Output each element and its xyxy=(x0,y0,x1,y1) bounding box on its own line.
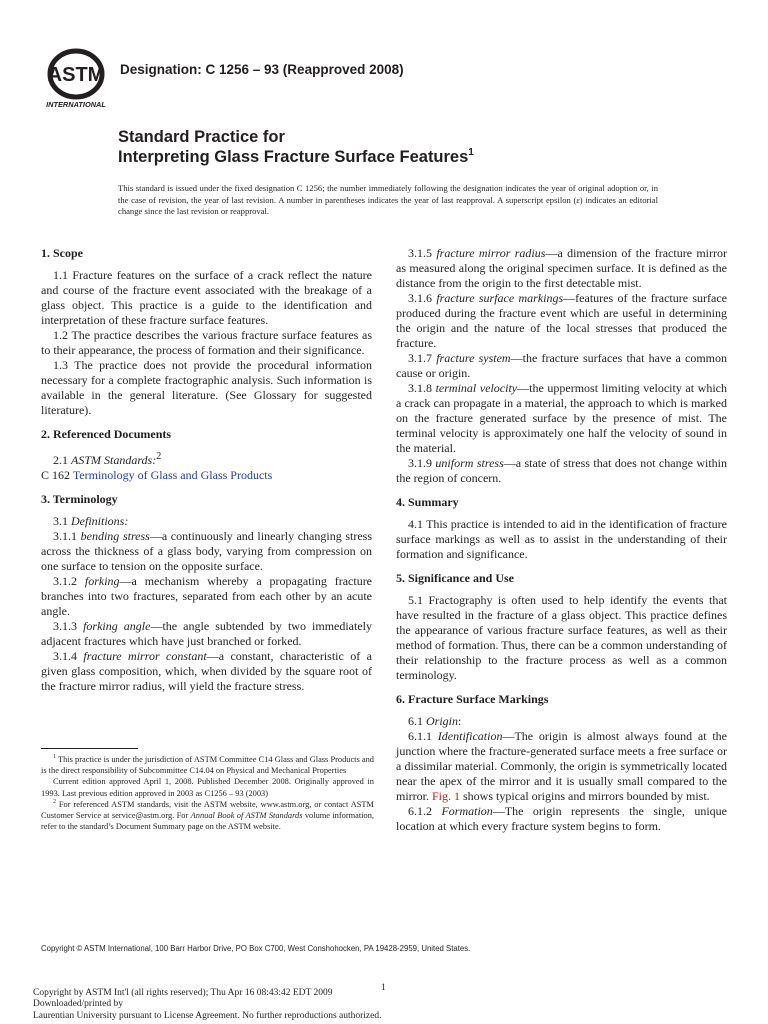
para-6-1-colon: : xyxy=(458,714,462,728)
para-3-1-7-text: —the fracture surfaces that have a common cause or origin. xyxy=(396,351,727,380)
para-3-1-9 xyxy=(396,456,727,486)
para-3-1-5-text: —a dimension of the fracture mirror as measured along the original specimen surface. It is defined as the distance from the origin to the first detectable mist. xyxy=(396,246,728,290)
para-3-1-6-term: fracture surface markings xyxy=(436,291,564,305)
para-3-1-4-term: fracture mirror constant xyxy=(83,649,207,663)
para-6-1-1 xyxy=(396,729,727,804)
para-3-1-2 xyxy=(41,574,372,619)
para-1-1: 1.1 Fracture features on the surface of a crack reflect the nature and course of the fracture event associated with the breakage of a glass object. This practice is a guide to the identification and interpretation of these fracture surface features. xyxy=(41,268,372,327)
intro-epsilon: ε xyxy=(576,194,580,205)
reference-c162 xyxy=(41,468,372,483)
intro-part-1: This standard is issued under the fixed designation C 1256; the number immediately following the designation indicates the year of original adoption or, in the case of revision, the year of last revision. A number in parentheses indicates the year of last reapproval. A superscript epsilon ( xyxy=(118,183,658,205)
copyright-notice: Copyright © ASTM International, 100 Barr Harbor Drive, PO Box C700, West Conshohocken, PA 19428-2959, United States. xyxy=(41,944,471,953)
footnote-1-text: This practice is under the jurisdiction of ASTM Committee C14 Glass and Glass Products and is the direct responsibility of Subcommittee C14.04 on Physical and Mechanical Properties xyxy=(41,755,374,776)
para-3-1-8-term: terminal velocity xyxy=(435,381,518,395)
para-3-1-text: Definitions: xyxy=(71,514,129,528)
para-3-1-9-num: 3.1.9 xyxy=(408,456,432,470)
document-title xyxy=(118,127,474,167)
para-3-1-5-num: 3.1.5 xyxy=(408,246,432,260)
astm-logo-icon xyxy=(40,48,112,112)
footnote-2-text-a: For referenced ASTM standards, visit the ASTM website, www.astm.org, or contact ASTM Customer Service at service@astm.org. For xyxy=(41,799,374,821)
para-3-1-3-term: forking angle xyxy=(83,619,151,633)
footnote-2 xyxy=(41,799,374,833)
para-3-1-1-term: bending stress xyxy=(80,529,150,543)
section-1-heading: 1. Scope xyxy=(41,246,83,260)
footnote-1-edition: Current edition approved April 1, 2008. Published December 2008. Originally approved in 1993. Last previous edition approved in 2003 as C1256 – 93 (2003) xyxy=(41,777,374,798)
para-3-1-6 xyxy=(396,291,727,351)
para-6-1 xyxy=(396,714,727,729)
para-3-1-5-term: fracture mirror radius xyxy=(436,246,546,260)
para-3-1-1 xyxy=(41,529,372,574)
para-6-1-term: Origin xyxy=(426,714,459,728)
intro-part-2: ) indicates an editorial change since the last revision or reapproval. xyxy=(118,194,658,217)
para-3-1-1-text: —a continuously and linearly changing stress across the thickness of a glass body, varying from compression on one surface to tension on the opposite surface. xyxy=(41,529,372,573)
title-main: Interpreting Glass Fracture Surface Features xyxy=(118,148,469,166)
para-3-1-8-text: —the uppermost limiting velocity at which a crack can propagate in a material, the approach to which is marked on the fracture generated surface by the presence of mist. The terminal velocity is approximately one half the velocity of sound in the material. xyxy=(396,381,727,455)
para-3-1-6-num: 3.1.6 xyxy=(408,291,432,305)
para-1-3: 1.3 The practice does not provide the procedural information necessary for a complete fractographic analysis. Such information is available in the general literature. (See Glossary for suggested literature). xyxy=(41,358,372,417)
para-3-1 xyxy=(41,514,372,529)
para-3-1-7 xyxy=(396,351,727,381)
para-2-1-text: ASTM Standards: xyxy=(71,453,157,467)
para-3-1-7-num: 3.1.7 xyxy=(408,351,432,365)
section-5-heading: 5. Significance and Use xyxy=(396,571,515,585)
section-6-heading: 6. Fracture Surface Markings xyxy=(396,692,549,706)
para-6-1-2-term: Formation xyxy=(441,804,493,818)
para-3-1-3-num: 3.1.3 xyxy=(53,619,77,633)
para-3-1-4-num: 3.1.4 xyxy=(53,649,77,663)
para-3-1-7-term: fracture system xyxy=(436,351,511,365)
logo-text: ASTM xyxy=(47,64,105,86)
section-4-heading: 4. Summary xyxy=(396,495,459,509)
para-3-1-3 xyxy=(41,619,372,649)
title-footnote-ref: 1 xyxy=(468,147,474,158)
reference-link[interactable]: Terminology of Glass and Glass Products xyxy=(72,468,273,482)
para-2-1-sup: 2 xyxy=(156,451,162,462)
intro-paragraph xyxy=(118,183,658,218)
para-3-1-9-text: —a state of stress that does not change within the region of concern. xyxy=(396,456,727,485)
para-6-1-2 xyxy=(396,804,727,834)
astm-logo xyxy=(40,48,112,112)
para-3-1-2-num: 3.1.2 xyxy=(53,574,77,588)
footnote-2-text-b: volume information, refer to the standard’s Document Summary page on the ASTM website. xyxy=(41,811,374,832)
download-notice xyxy=(33,988,382,1022)
right-column xyxy=(396,246,727,834)
reference-code: C 162 xyxy=(41,468,71,482)
para-3-1-num: 3.1 xyxy=(53,514,68,528)
para-6-1-2-text: —The origin represents the single, unique location at which every fracture system begins to form. xyxy=(396,804,727,833)
para-3-1-2-term: forking xyxy=(84,574,120,588)
para-3-1-8-num: 3.1.8 xyxy=(408,381,432,395)
para-3-1-1-num: 3.1.1 xyxy=(53,529,77,543)
para-3-1-2-text: —a mechanism whereby a propagating fracture branches into two fractures, separated from each other by an acute angle. xyxy=(41,574,373,618)
logo-subtext: INTERNATIONAL xyxy=(46,100,106,109)
para-2-1 xyxy=(41,449,372,468)
para-6-1-1-num: 6.1.1 xyxy=(408,729,432,743)
section-2-heading: 2. Referenced Documents xyxy=(41,427,172,441)
para-3-1-5 xyxy=(396,246,727,291)
para-6-1-num: 6.1 xyxy=(408,714,423,728)
para-6-1-1-text-b: shows typical origins and mirrors bounded by mist. xyxy=(460,789,710,803)
designation: Designation: C 1256 – 93 (Reapproved 2008) xyxy=(120,62,404,77)
para-3-1-8 xyxy=(396,381,727,456)
section-3-heading: 3. Terminology xyxy=(41,492,118,506)
para-3-1-3-text: —the angle subtended by two immediately adjacent fractures which have just branched or forked. xyxy=(41,619,373,648)
para-3-1-4-text: —a constant, characteristic of a given glass composition, which, when divided by the square root of the fracture mirror radius, will yield the fracture stress. xyxy=(41,649,372,693)
para-6-1-1-text-a: —The origin is almost always found at the junction where the fracture-generated surface meets a free surface or a dissimilar material. Commonly, the origin is symmetrically located near the apex of the mirror and it is usually small compared to the mirror. xyxy=(396,729,727,803)
download-line-3: Laurentian University pursuant to License Agreement. No further reproductions authorized. xyxy=(33,1010,382,1021)
footnote-2-italic: Annual Book of ASTM Standards xyxy=(190,811,303,821)
footnote-1-mark: 1 xyxy=(53,754,56,760)
download-line-2: Downloaded/printed by xyxy=(33,999,123,1010)
footnote-divider xyxy=(41,748,138,749)
para-2-1-num: 2.1 xyxy=(53,453,68,467)
footnote-2-mark: 2 xyxy=(53,798,56,805)
para-1-2: 1.2 The practice describes the various fracture surface features as to their appearance, the process of formation and their significance. xyxy=(41,328,372,357)
footnotes xyxy=(41,754,374,832)
figure-1-link[interactable]: Fig. 1 xyxy=(432,789,461,803)
para-6-1-2-num: 6.1.2 xyxy=(408,804,432,818)
left-column xyxy=(41,246,372,694)
para-3-1-6-text: —features of the fracture surface produced during the fracture event which are useful in determining the origin and the nature of the local stresses that produced the fracture. xyxy=(396,291,728,350)
title-line-1: Standard Practice for xyxy=(118,128,285,146)
para-6-1-1-term: Identification xyxy=(437,729,503,743)
footnote-1 xyxy=(41,754,374,776)
para-3-1-9-term: uniform stress xyxy=(435,456,504,470)
para-5-1: 5.1 Fractography is often used to help identify the events that have resulted in the fracture of a glass object. This practice defines the appearance of various fracture surface features, as well as their method of formation. Thus, there can be a common understanding of their relationship to the fracture process as well as a common terminology. xyxy=(396,593,727,682)
para-3-1-4 xyxy=(41,649,372,694)
title-line-2 xyxy=(118,147,474,167)
para-4-1: 4.1 This practice is intended to aid in the identification of fracture surface markings as well as to assist in the understanding of their formation and significance. xyxy=(396,517,727,561)
page-number: 1 xyxy=(381,983,386,993)
download-line-1: Copyright by ASTM Int'l (all rights reserved); Thu Apr 16 08:43:42 EDT 2009 xyxy=(33,988,333,998)
